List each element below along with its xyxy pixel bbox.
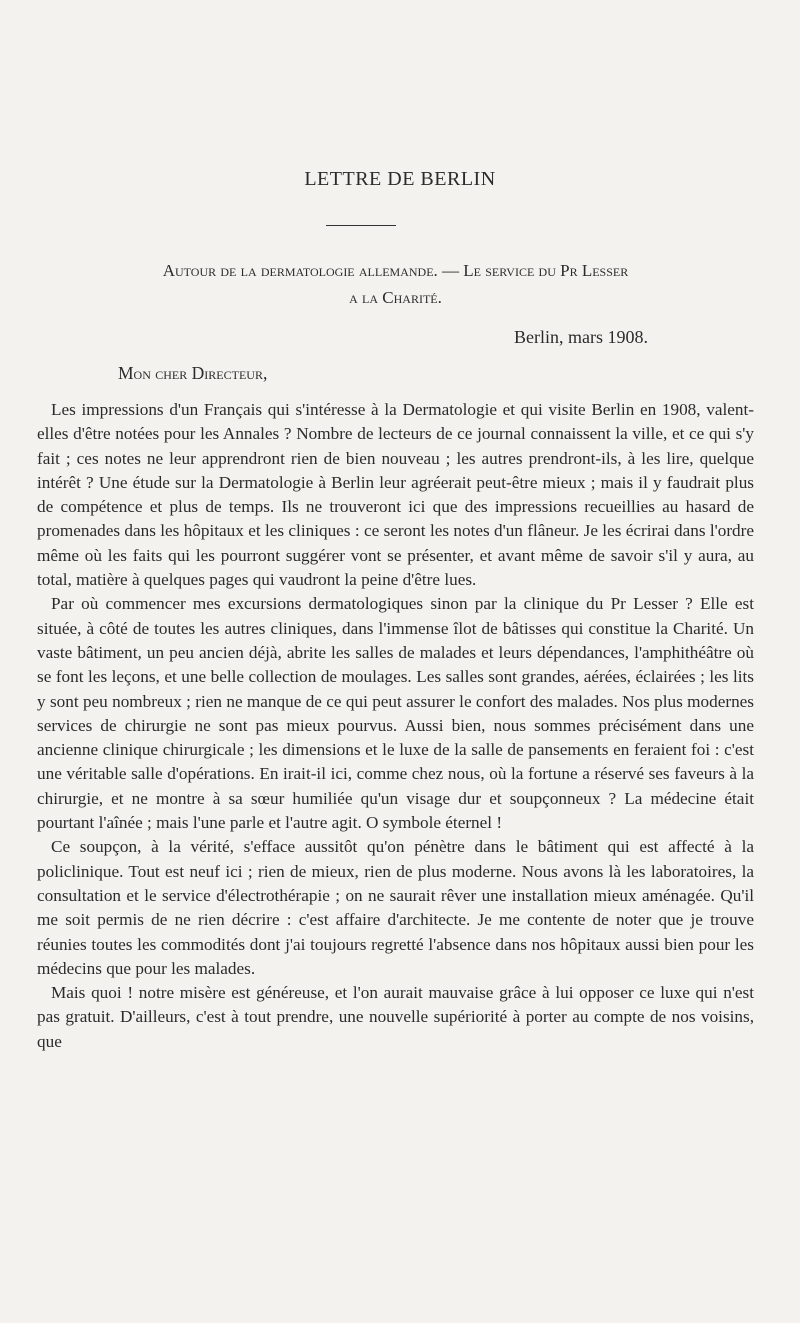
salutation: Mon cher Directeur, bbox=[118, 363, 268, 383]
paragraph-4: Mais quoi ! notre misère est généreuse, et l'on aurait mauvaise grâce à lui opposer ce luxe qui n'est pas gratuit. D'ailleurs, c'est à tout prendre, une nouvelle supériorité à porter au compte de nos voisins, que bbox=[37, 983, 754, 1051]
page-title: LETTRE DE BERLIN bbox=[304, 168, 496, 190]
subtitle-line-2: a la Charité. bbox=[349, 288, 442, 307]
paragraph-3: Ce soupçon, à la vérité, s'efface aussitôt qu'on pénètre dans le bâtiment qui est affecté à la policlinique. Tout est neuf ici ; rien de mieux, rien de plus moderne. Nous avons là les laboratoires, la consultation et le service d'électrothérapie ; on ne saurait rêver une installation mieux aménagée. Qu'il me soit permis de ne rien décrire : c'est affaire d'architecte. Je me contente de noter que je trouve réunies toutes les commodités dont j'ai toujours regretté l'absence dans nos hôpitaux aussi bien pour les médecins que pour les malades. bbox=[37, 837, 754, 978]
title-divider bbox=[326, 225, 396, 226]
dateline: Berlin, mars 1908. bbox=[514, 327, 648, 347]
paragraph-2: Par où commencer mes excursions dermatologiques sinon par la clinique du Pr Lesser ? Elle est située, à côté de toutes les autres cliniques, dans l'immense îlot de bâtisses qui constitue la Charité. Un vaste bâtiment, un peu ancien déjà, abrite les salles de malades et leurs dépendances, l'amphithéâtre où se font les leçons, et une belle collection de moulages. Les salles sont grandes, aérées, éclairées ; les lits y sont peu nombreux ; rien ne manque de ce qui peut assurer le confort des malades. Nos plus modernes services de chirurgie ne sont pas mieux pourvus. Aussi bien, nous sommes précisément dans une ancienne clinique chirurgicale ; les dimensions et le luxe de la salle de pansements en feraient foi : c'est une véritable salle d'opérations. En irait-il ici, comme chez nous, où la fortune a réservé ses faveurs à la chirurgie, et ne montre à sa sœur humiliée qu'un visage dur et soupçonneux ? La médecine était pourtant l'aînée ; mais l'une parle et l'autre agit. O symbole éternel ! bbox=[37, 594, 754, 833]
letter-body bbox=[37, 398, 754, 1054]
paragraph-1: Les impressions d'un Français qui s'intéresse à la Dermatologie et qui visite Berlin en 1908, valent-elles d'être notées pour les Annales ? Nombre de lecteurs de ce journal connaissent la ville, et ce qui s'y fait ; ces notes ne leur apprendront rien de bien nouveau ; les autres prendront-ils, à les lire, quelque intérêt ? Une étude sur la Dermatologie à Berlin leur agréerait peut-être mieux ; mais il y faudrait plus de compétence et plus de temps. Ils ne trouveront ici que des impressions recueillies au hasard de promenades dans les hôpitaux et les cliniques : ce seront les notes d'un flâneur. Je les écrirai dans l'ordre même où les faits qui les pourront suggérer vont se présenter, et avant même de savoir s'il y aura, au total, matière à quelques pages qui vaudront la peine d'être lues. bbox=[37, 400, 754, 590]
section-subtitle bbox=[37, 257, 754, 311]
subtitle-line-1: Autour de la dermatologie allemande. — Le service du Pr Lesser bbox=[162, 261, 629, 280]
